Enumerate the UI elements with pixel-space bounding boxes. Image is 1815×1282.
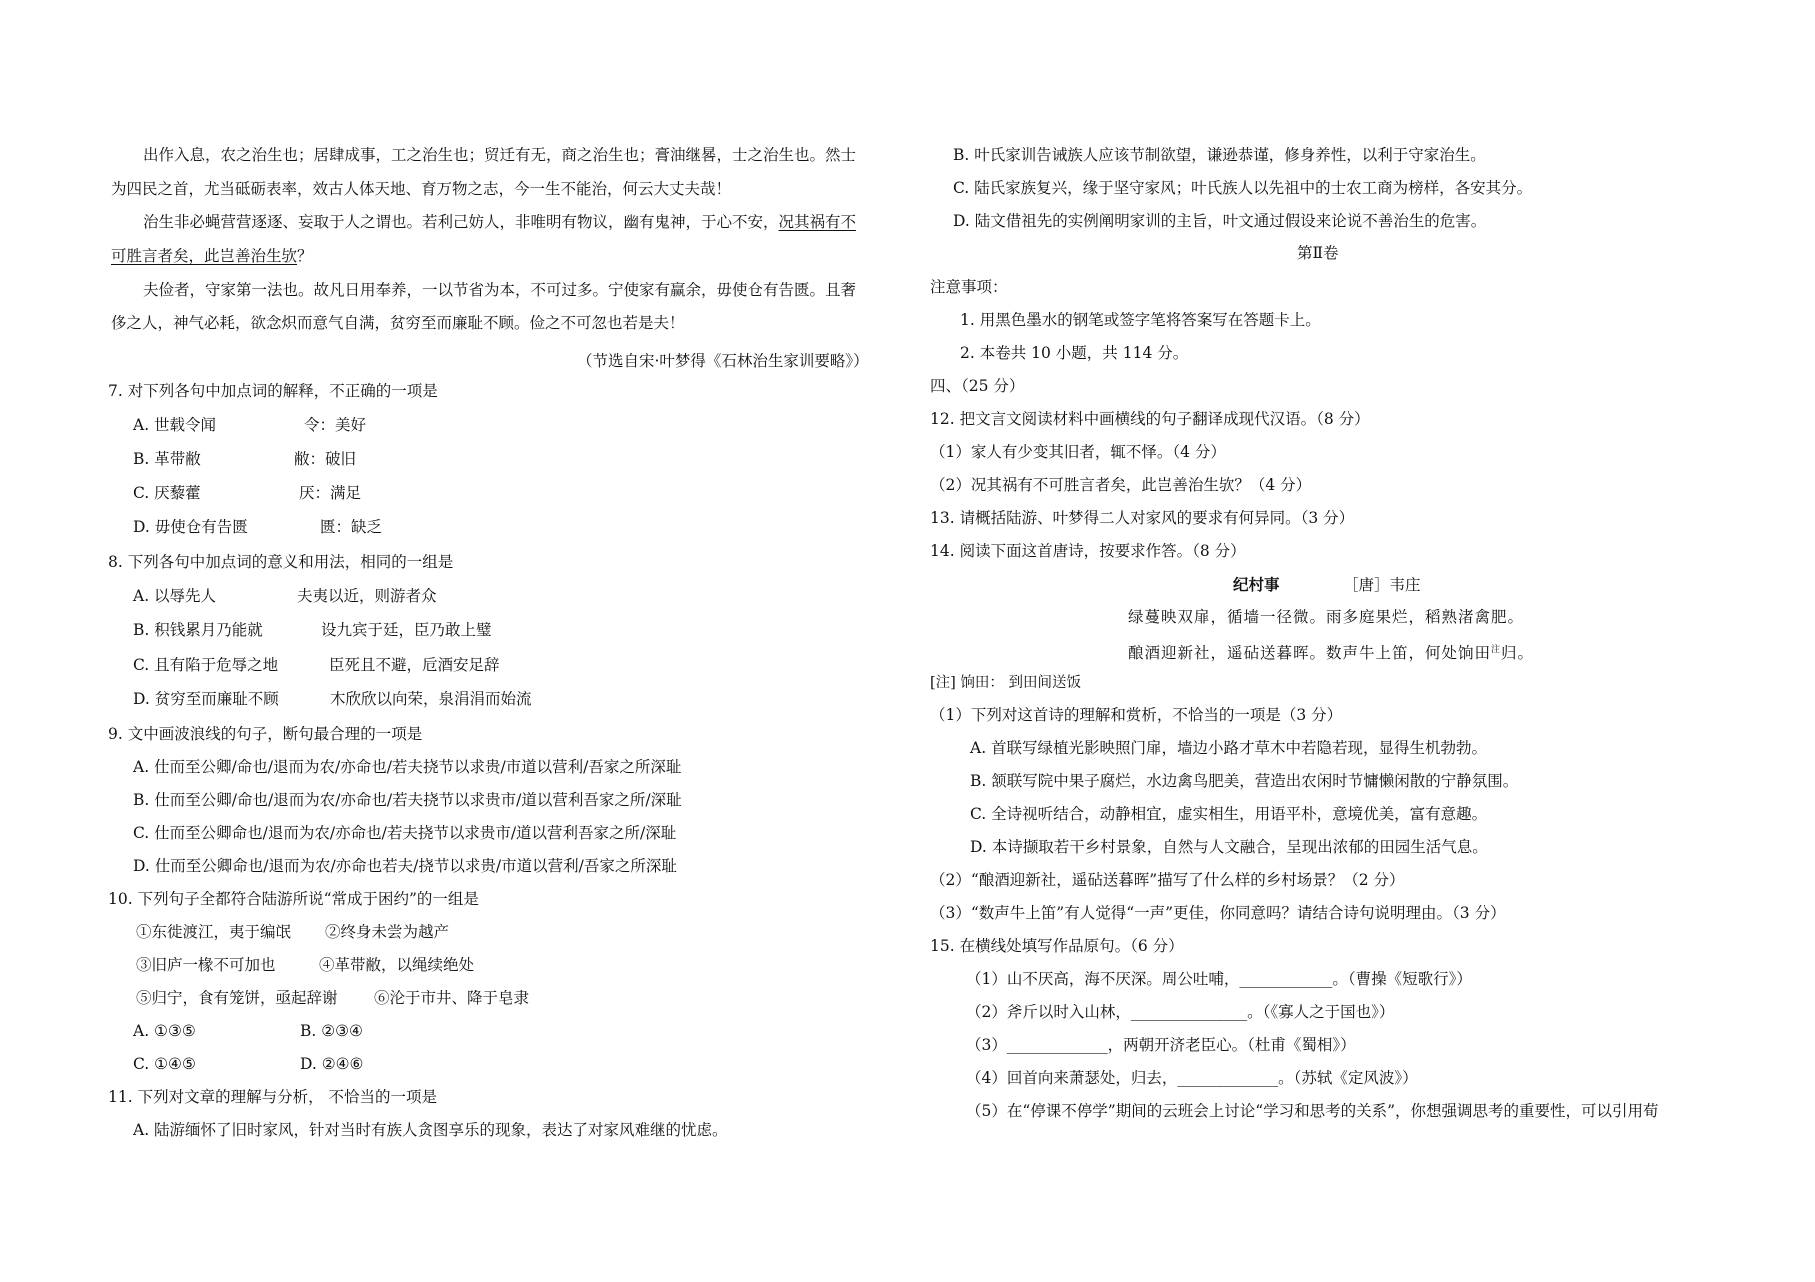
section-heading: 四、（25 分） (930, 377, 1025, 395)
option-b-compare: 设九宾于廷，臣乃敢上璧 (321, 621, 492, 639)
poem-line (1128, 639, 1534, 664)
option-c: C. 仕而至公卿命也/退而为农/亦命也/若夫挠节以求贵市/道以营利吾家之所/深耻 (133, 824, 677, 842)
volume-title: 第Ⅱ卷 (1297, 244, 1339, 262)
question-stem: 8. 下列各句中加点词的意义和用法，相同的一组是 (108, 553, 454, 571)
notice-item: 2. 本卷共 10 小题，共 114 分。 (960, 344, 1189, 362)
question-stem: 9. 文中画波浪线的句子，断句最合理的一项是 (108, 725, 423, 743)
poem-text: 酿酒迎新社，遥砧送暮晖。数声牛上笛，何处饷田 (1128, 644, 1492, 663)
option-d-gloss: 匮：缺乏 (320, 518, 383, 536)
passage-line: 出作入息，农之治生也；居肆成事，工之治生也；贸迁有无，商之治生也；膏油继晷，士之治生也。然士 (143, 146, 857, 164)
option-c: C. 且有陷于危辱之地 (133, 656, 279, 674)
sub-question: （3）“数声牛上笛”有人觉得“一声”更佳，你同意吗？请结合诗句说明理由。（3 分） (930, 904, 1506, 922)
question-stem: 12. 把文言文阅读材料中画横线的句子翻译成现代汉语。（8 分） (930, 410, 1370, 428)
option-c: C. 厌藜藿 (133, 484, 201, 502)
question-stem: 14. 阅读下面这首唐诗，按要求作答。（8 分） (930, 542, 1246, 560)
option-b: B. 革带敝 (133, 450, 201, 468)
option-a: A. 世载令闻 (133, 416, 217, 434)
option-b: B. 仕而至公卿/命也/退而为农/亦命也/若夫挠节以求贵市/道以营利吾家之所/深耻 (133, 791, 682, 809)
sub-question: （2）“酿酒迎新社，遥砧送暮晖”描写了什么样的乡村场景？（2 分） (930, 871, 1405, 889)
underlined-sentence: 况其祸有不 (778, 213, 857, 231)
question-stem: 13. 请概括陆游、叶梦得二人对家风的要求有何异同。（3 分） (930, 509, 1355, 527)
option-a-gloss: 令：美好 (304, 416, 367, 434)
notice-title: 注意事项： (930, 278, 1008, 296)
passage-line: 侈之人，神气必耗，欲念炽而意气自满，贫穷至而廉耻不顾。俭之不可忽也若是夫！ (111, 314, 685, 332)
option-c-compare: 臣死且不避，卮酒安足辞 (329, 656, 500, 674)
choice-item: ①东徙渡江，夷于编氓 (136, 923, 292, 941)
option-d: D. 本诗撷取若干乡村景象，自然与人文融合，呈现出浓郁的田园生活气息。 (970, 838, 1488, 856)
passage-line (111, 245, 313, 267)
option-d: D. 毋使仓有告匮 (133, 518, 248, 536)
passage-line: 夫俭者，守家第一法也。故凡日用奉养，一以节省为本，不可过多。宁使家有赢余，毋使仓有告匮。且奢 (143, 281, 857, 299)
option-b-gloss: 敝：破旧 (294, 450, 357, 468)
poem-title: 纪村事 (1233, 575, 1280, 594)
question-stem: 15. 在横线处填写作品原句。（6 分） (930, 937, 1184, 955)
poem-line: 绿蔓映双扉，循墙一径微。雨多庭果烂，稻熟渚禽肥。 (1128, 608, 1525, 626)
option-a: A. 首联写绿植光影映照门扉，墙边小路才草木中若隐若现，显得生机勃勃。 (970, 739, 1488, 757)
passage-line (143, 211, 856, 233)
option-c-gloss: 厌：满足 (299, 484, 362, 502)
fill-in-item: （4）回首向来萧瑟处，归去，_____________。（苏轼《定风波》） (966, 1069, 1418, 1087)
question-stem: 11. 下列对文章的理解与分析， 不恰当的一项是 (108, 1088, 438, 1106)
choice-item: ④革带敝，以绳续绝处 (319, 956, 475, 974)
passage-text: ？ (297, 247, 313, 265)
option-b: B. 叶氏家训告诫族人应该节制欲望，谦逊恭谨，修身养性，以利于守家治生。 (953, 146, 1486, 164)
sub-question: （2）况其祸有不可胜言者矣，此岂善治生欤？（4 分） (930, 476, 1312, 494)
option-b: B. ②③④ (300, 1022, 363, 1040)
sub-question: （1）家人有少变其旧者，辄不怿。（4 分） (930, 443, 1226, 461)
option-a-compare: 夫夷以近，则游者众 (297, 587, 437, 605)
notice-item: 1. 用黑色墨水的钢笔或签字笔将答案写在答题卡上。 (960, 311, 1321, 329)
fill-in-item: （1）山不厌高，海不厌深。周公吐哺，____________。（曹操《短歌行》） (966, 970, 1472, 988)
passage-text: 治生非必蝇营营逐逐、妄取于人之谓也。若利己妨人，非唯明有物议，幽有鬼神，于心不安， (143, 213, 779, 231)
sub-question: （1）下列对这首诗的理解和赏析，不恰当的一项是（3 分） (930, 706, 1343, 724)
option-d: D. 仕而至公卿命也/退而为农/亦命也若夫/挠节以求贵/市道以营利/吾家之所深耻 (133, 857, 677, 875)
option-a: A. ①③⑤ (133, 1022, 196, 1040)
option-c: C. 陆氏家族复兴，缘于坚守家风；叶氏族人以先祖中的士农工商为榜样，各安其分。 (953, 179, 1533, 197)
choice-item: ⑥沦于市井、降于皂隶 (374, 989, 530, 1007)
option-b: B. 积钱累月乃能就 (133, 621, 263, 639)
poem-text: 归。 (1501, 644, 1535, 663)
option-c: C. ①④⑤ (133, 1055, 196, 1073)
choice-item: ⑤归宁，食有笼饼，亟起辞谢 (136, 989, 338, 1007)
option-d-compare: 木欣欣以向荣，泉涓涓而始流 (330, 690, 532, 708)
poem-author: ［唐］韦庄 (1343, 576, 1421, 594)
choice-item: ③旧庐一椽不可加也 (136, 956, 276, 974)
choice-item: ②终身未尝为越产 (325, 923, 450, 941)
question-stem: 7. 对下列各句中加点词的解释，不正确的一项是 (108, 382, 438, 400)
question-stem: 10. 下列句子全都符合陆游所说“常成于困约”的一组是 (108, 890, 479, 908)
option-c: C. 全诗视听结合，动静相宜，虚实相生，用语平朴，意境优美，富有意趣。 (970, 805, 1488, 823)
option-a: A. 以辱先人 (133, 587, 217, 605)
underlined-sentence: 可胜言者矣，此岂善治生欤 (111, 247, 298, 265)
option-a: A. 仕而至公卿/命也/退而为农/亦命也/若夫挠节以求贵/市道以营利/吾家之所深耻 (133, 758, 682, 776)
option-d: D. ②④⑥ (300, 1055, 364, 1073)
fill-in-item: （5）在“停课不停学”期间的云班会上讨论“学习和思考的关系”，你想强调思考的重要性，可以引用荀 (966, 1102, 1659, 1120)
option-d: D. 贫穷至而廉耻不顾 (133, 690, 279, 708)
passage-source: （节选自宋·叶梦得《石林治生家训要略》） (577, 352, 869, 370)
poem-note: [注] 饷田： 到田间送饭 (930, 675, 1082, 691)
passage-line: 为四民之首，尤当砥砺表率，效古人体天地、育万物之志，今一生不能治，何云大丈夫哉！ (111, 180, 732, 198)
fill-in-item: （2）斧斤以时入山林，_______________。（《寡人之于国也》） (966, 1003, 1395, 1021)
option-d: D. 陆文借祖先的实例阐明家训的主旨，叶文通过假设来论说不善治生的危害。 (953, 212, 1487, 230)
fill-in-item: （3）_____________，两朝开济老臣心。（杜甫《蜀相》） (966, 1036, 1356, 1054)
option-b: B. 颔联写院中果子腐烂，水边禽鸟肥美，营造出农闲时节慵懒闲散的宁静氛围。 (970, 772, 1519, 790)
footnote-marker: 注 (1491, 645, 1502, 655)
option-a: A. 陆游缅怀了旧时家风，针对当时有族人贪图享乐的现象，表达了对家风难继的忧虑。 (133, 1121, 728, 1139)
